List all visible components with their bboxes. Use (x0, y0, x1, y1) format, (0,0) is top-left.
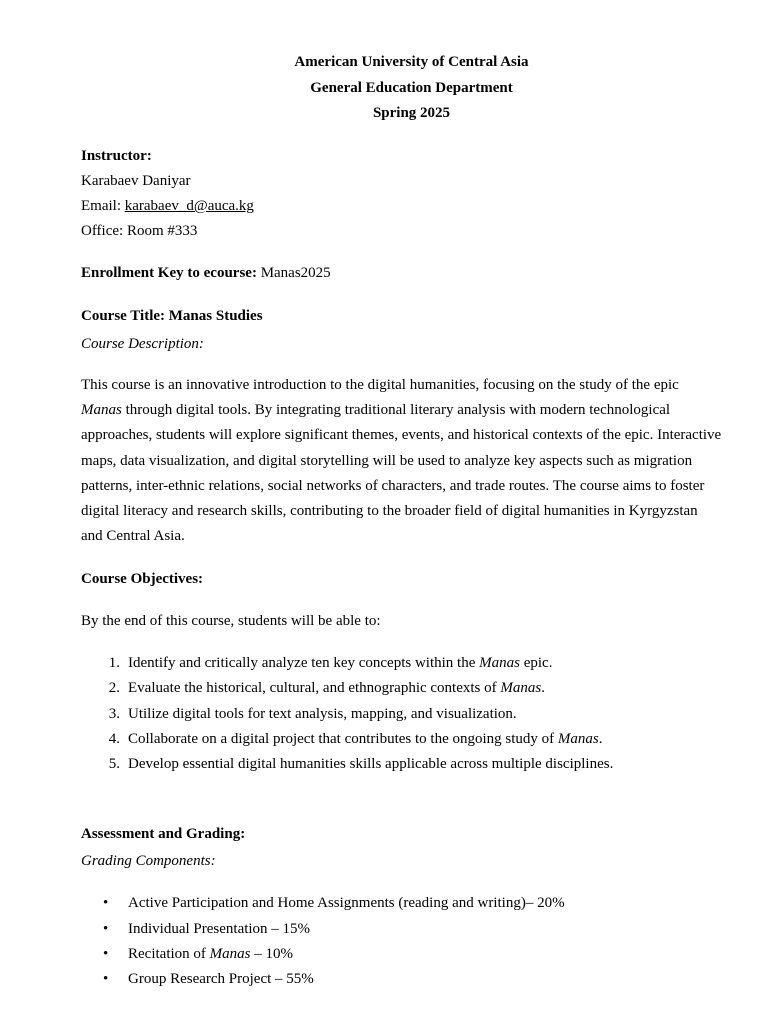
description-line: Manas through digital tools. By integrating traditional literary analysis with modern technological (81, 402, 671, 419)
course-description (81, 373, 746, 549)
instructor-name: Karabaev Daniyar (81, 173, 191, 189)
enrollment-key-value: Manas2025 (256, 265, 331, 281)
description-line: and Central Asia. (81, 528, 185, 545)
description-line: This course is an innovative introduction to the digital humanities, focusing on the study of the epic (81, 377, 679, 393)
list-item-text: Group Research Project – 55% (128, 971, 314, 987)
list-item-text: Develop essential digital humanities skills applicable across multiple disciplines. (128, 756, 614, 772)
enrollment-key-line (81, 263, 331, 283)
list-item-text: Collaborate on a digital project that contributes to the ongoing study of Manas. (128, 731, 603, 747)
instructor-email-line (81, 196, 254, 216)
description-line: digital literacy and research skills, contributing to the broader field of digital humanities in Kyrgyzstan (81, 503, 698, 520)
bullet-icon: • (103, 921, 109, 937)
course-title: Course Title: Manas Studies (81, 308, 263, 324)
department-name: General Education Department (310, 80, 513, 96)
course-description-label: Course Description: (81, 336, 204, 352)
objectives-intro: By the end of this course, students will be able to: (81, 613, 381, 629)
bullet-icon: • (103, 971, 109, 987)
list-item-text: Active Participation and Home Assignments (reading and writing)– 20% (128, 895, 565, 911)
bullet-icon: • (103, 895, 109, 911)
list-item-text: Utilize digital tools for text analysis, mapping, and visualization. (128, 706, 517, 722)
list-item-text: Individual Presentation – 15% (128, 921, 311, 937)
description-line: maps, data visualization, and digital storytelling will be used to analyze key aspects such as migration (81, 452, 693, 469)
list-number: 5. (108, 756, 120, 772)
objectives-heading: Course Objectives: (81, 571, 204, 587)
description-line: patterns, inter-ethnic relations, social networks of characters, and trade routes. The course aims to foster (81, 477, 705, 494)
grading-components-label: Grading Components: (81, 853, 216, 869)
term-label: Spring 2025 (372, 105, 451, 121)
enrollment-key-label: Enrollment Key to ecourse: (81, 265, 257, 281)
list-item-text: Evaluate the historical, cultural, and ethnographic contexts of Manas. (128, 680, 545, 696)
email-link[interactable]: karabaev_d@auca.kg (124, 198, 254, 214)
assessment-heading: Assessment and Grading: (81, 826, 246, 842)
list-number: 2. (108, 680, 120, 696)
list-item-text: Recitation of Manas – 10% (128, 946, 293, 962)
university-name: American University of Central Asia (294, 54, 529, 70)
list-number: 3. (108, 706, 120, 722)
list-number: 4. (108, 731, 120, 747)
email-label: Email: (81, 198, 125, 214)
bullet-icon: • (103, 946, 109, 962)
list-number: 1. (108, 655, 120, 671)
instructor-heading: Instructor: (81, 148, 152, 164)
description-line: approaches, students will explore significant themes, events, and historical contexts of the epic. Interactive (81, 427, 722, 444)
list-item-text: Identify and critically analyze ten key concepts within the Manas epic. (128, 655, 553, 671)
instructor-office: Office: Room #333 (81, 223, 198, 239)
